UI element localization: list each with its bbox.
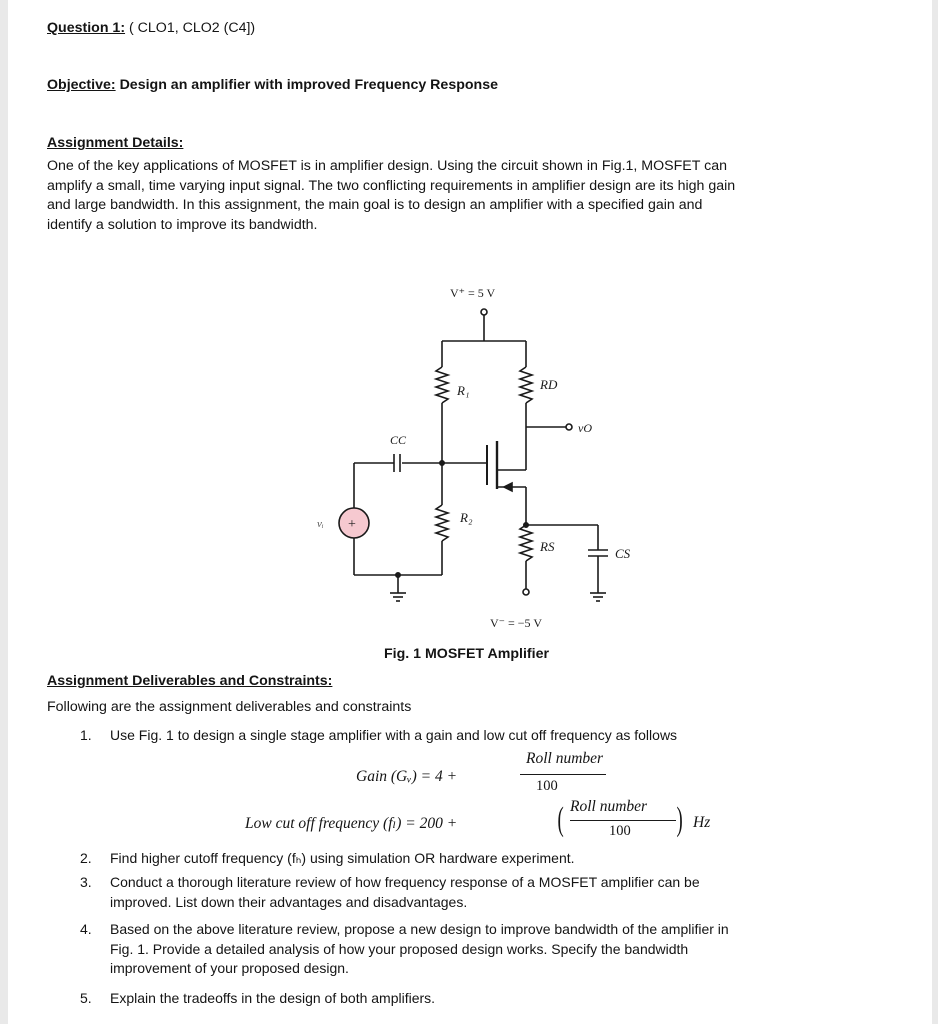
item-number: 3. (80, 874, 92, 890)
list-item (110, 873, 700, 912)
vi-label: vᵢ (317, 518, 324, 530)
svg-text:+: + (348, 517, 356, 532)
list-item (110, 849, 575, 869)
lowcut-paren-close: ) (676, 801, 683, 838)
list-item (110, 726, 677, 746)
item-line: improvement of your proposed design. (110, 960, 349, 977)
lowcut-formula-lhs: Low cut off frequency (fₗ) = 200 + (245, 815, 458, 832)
objective-label: Objective: (47, 77, 116, 93)
cs-label: CS (615, 546, 631, 561)
lowcut-unit: Hz (693, 814, 711, 831)
item-line: Based on the above literature review, propose a new design to improve bandwidth of the amplifier in (110, 921, 729, 937)
deliverables-intro: Following are the assignment deliverables and constraints (47, 699, 412, 715)
r1-label: R₁ (457, 383, 470, 398)
question-clos: ( CLO1, CLO2 (C4]) (129, 20, 256, 36)
r2-label: R₂ (460, 510, 473, 525)
deliverables-heading: Assignment Deliverables and Constraints: (47, 673, 333, 689)
item-line: Use Fig. 1 to design a single stage amplifier with a gain and low cut off frequency as follows (110, 727, 678, 743)
cc-label: CC (390, 433, 407, 447)
assignment-line: identify a solution to improve its bandwidth. (47, 216, 318, 233)
assignment-line: amplify a small, time varying input signal. The two conflicting requirements in amplifier design are its high gain (47, 177, 736, 194)
item-number: 2. (80, 850, 92, 866)
gain-denominator: 100 (536, 778, 558, 794)
item-line: Find higher cutoff frequency (fₕ) using simulation OR hardware experiment. (110, 850, 575, 866)
figure-caption: Fig. 1 MOSFET Amplifier (384, 646, 550, 662)
item-number: 5. (80, 990, 92, 1006)
scan-edge-right (932, 0, 938, 1024)
item-line: improved. List down their advantages and disadvantages. (110, 893, 468, 910)
item-line: Conduct a thorough literature review of how frequency response of a MOSFET amplifier can be (110, 874, 700, 890)
assignment-line: and large bandwidth. In this assignment, the main goal is to design an amplifier with a specified gain and (47, 197, 703, 214)
item-line: Explain the tradeoffs in the design of both amplifiers. (110, 990, 436, 1006)
gain-numerator: Roll number (526, 750, 604, 767)
mosfet-amplifier-circuit (300, 275, 640, 650)
item-number: 1. (80, 727, 92, 743)
scan-edge-left (0, 0, 8, 1024)
objective-line (47, 77, 498, 94)
vminus-label: V⁻ = −5 V (490, 616, 542, 630)
assignment-line: One of the key applications of MOSFET is in amplifier design. Using the circuit shown in Fig.1, MOSFET can (47, 158, 727, 174)
assignment-paragraph (47, 157, 917, 235)
gain-fraction-bar (520, 774, 606, 775)
lowcut-fraction-bar (570, 820, 676, 821)
lowcut-denominator: 100 (609, 823, 631, 839)
item-line: Fig. 1. Provide a detailed analysis of how your proposed design works. Specify the bandwidth (110, 940, 689, 957)
rd-label: RD (540, 377, 558, 392)
question-line (47, 20, 255, 37)
gain-formula-lhs: Gain (Gᵥ) = 4 + (356, 768, 458, 785)
question-label: Question 1: (47, 20, 126, 36)
lowcut-paren-open: ( (557, 801, 564, 838)
assignment-heading: Assignment Details: (47, 135, 184, 151)
list-item (110, 989, 435, 1009)
list-item (110, 920, 729, 979)
vo-label: vO (578, 421, 592, 435)
item-number: 4. (80, 921, 92, 937)
objective-text: Design an amplifier with improved Frequency Response (119, 77, 498, 93)
vplus-label: V⁺ = 5 V (450, 286, 496, 300)
rs-label: RS (540, 539, 555, 554)
lowcut-numerator: Roll number (570, 798, 648, 815)
